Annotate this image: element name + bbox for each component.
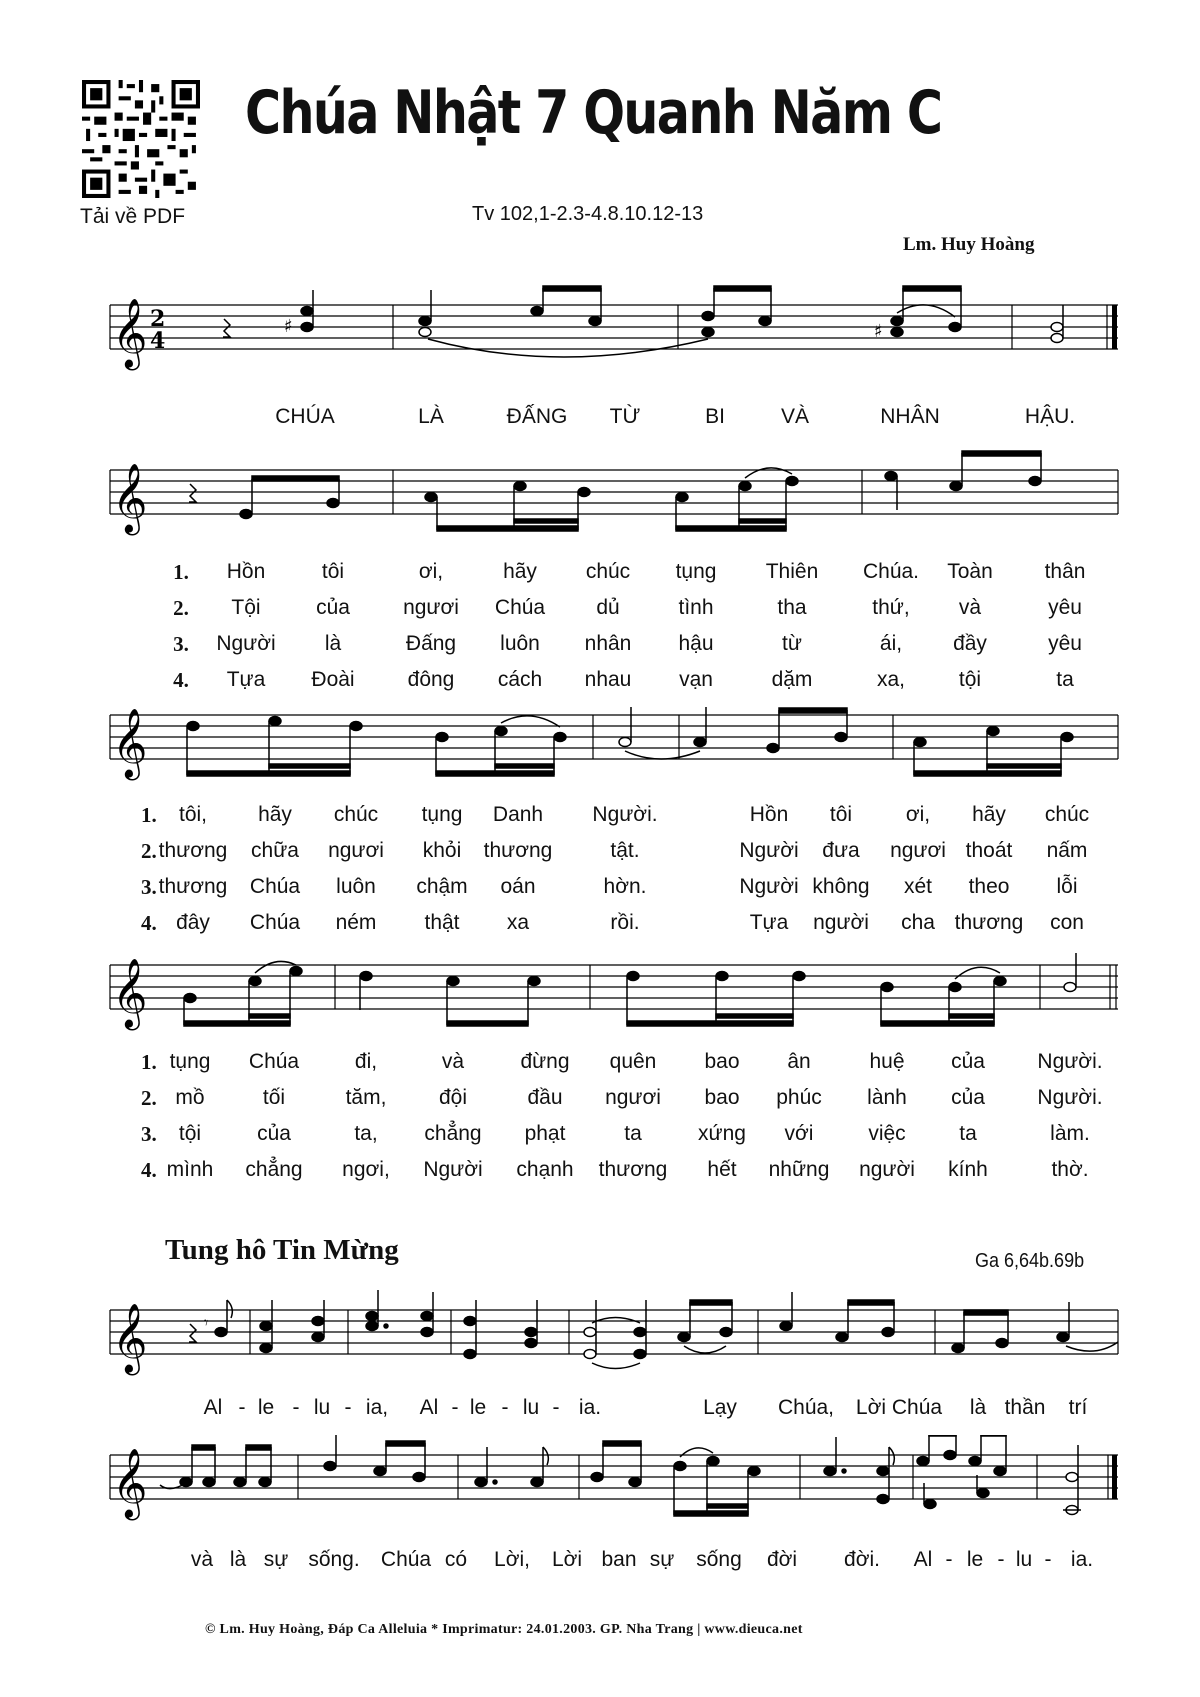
staff-gospel-2 [0, 1435, 1200, 1535]
svg-text:𝄾: 𝄾 [204, 1313, 209, 1332]
treble-clef-icon: 𝄞 [112, 1303, 148, 1373]
treble-clef-icon: 𝄞 [112, 708, 148, 778]
svg-text:♯: ♯ [874, 321, 883, 342]
tie [428, 339, 708, 357]
verse-line: 4. đây Chúa ném thật xa rồi. Tựa người cha thương con [141, 911, 1084, 935]
time-signature-top: 2 [150, 306, 166, 332]
svg-text:♯: ♯ [284, 316, 293, 337]
qr-caption[interactable]: Tải về PDF [80, 205, 186, 228]
treble-clef-icon: 𝄞 [112, 1448, 148, 1518]
time-signature-bottom: 4 [150, 328, 166, 354]
verse-line: 2. mồ tối tăm, đội đầu ngươi bao phúc lành của Người. [141, 1086, 1103, 1110]
staff-verse-1 [0, 450, 1200, 550]
treble-clef-icon: 𝄞 [112, 958, 148, 1028]
verse-block-1 [0, 560, 1200, 700]
staff-verse-2 [0, 695, 1200, 795]
verse-line: 4. Tựa Đoài đông cách nhau vạn dặm xa, tội ta [173, 668, 1074, 692]
verse-line: 2. thương chữa ngươi khỏi thương tật. Người đưa ngươi thoát nấm [141, 839, 1088, 863]
verse-line: 4. mình chẳng ngơi, Người chạnh thương hết những người kính thờ. [141, 1158, 1089, 1182]
quarter-rest-icon [223, 319, 230, 337]
gospel-lyrics-2: và là sự sống. Chúa có Lời, Lời ban sự sống đời đời. Al - le - lu - ia. [190, 1548, 1094, 1571]
verse-block-2 [0, 803, 1200, 943]
treble-clef-icon: 𝄞 [112, 463, 148, 533]
gospel-lyrics-1: Al - le - lu - ia, Al - le - lu - ia. Lạy Chúa, Lời Chúa là thần trí [203, 1396, 1088, 1419]
staff-refrain [0, 285, 1200, 385]
verse-line: 1. Hồn tôi ơi, hãy chúc tụng Thiên Chúa. Toàn thân [173, 560, 1086, 584]
verse-line: 1. tôi, hãy chúc tụng Danh Người. Hồn tôi ơi, hãy chúc [141, 803, 1090, 827]
treble-clef-icon: 𝄞 [112, 298, 148, 368]
page-title: Chúa Nhật 7 Quanh Năm C [245, 78, 942, 148]
verse-block-3 [0, 1050, 1200, 1190]
footer-copyright: © Lm. Huy Hoàng, Đáp Ca Alleluia * Imprimatur: 24.01.2003. GP. Nha Trang | www.dieuca.net [205, 1622, 803, 1637]
staff-gospel-1 [0, 1290, 1200, 1390]
gospel-reference: Ga 6,64b.69b [975, 1250, 1085, 1272]
qr-code-icon[interactable] [82, 80, 200, 198]
psalm-reference: Tv 102,1-2.3-4.8.10.12-13 [472, 203, 704, 225]
staff-verse-3 [0, 945, 1200, 1045]
verse-line: 3. Người là Đấng luôn nhân hậu từ ái, đầy yêu [173, 632, 1082, 656]
verse-line: 3. tội của ta, chẳng phạt ta xứng với việc ta làm. [141, 1122, 1090, 1146]
verse-line: 2. Tội của ngươi Chúa dủ tình tha thứ, và yêu [173, 596, 1082, 620]
verse-line: 1. tụng Chúa đi, và đừng quên bao ân huệ của Người. [141, 1050, 1103, 1074]
refrain-lyrics: CHÚA LÀ ĐẤNG TỪ BI VÀ NHÂN HẬU. [275, 405, 1076, 428]
section-heading: Tung hô Tin Mừng [165, 1234, 399, 1266]
slur [897, 305, 955, 317]
verse-line: 3. thương Chúa luôn chậm oán hờn. Người không xét theo lỗi [141, 875, 1078, 899]
author: Lm. Huy Hoàng [903, 234, 1035, 255]
